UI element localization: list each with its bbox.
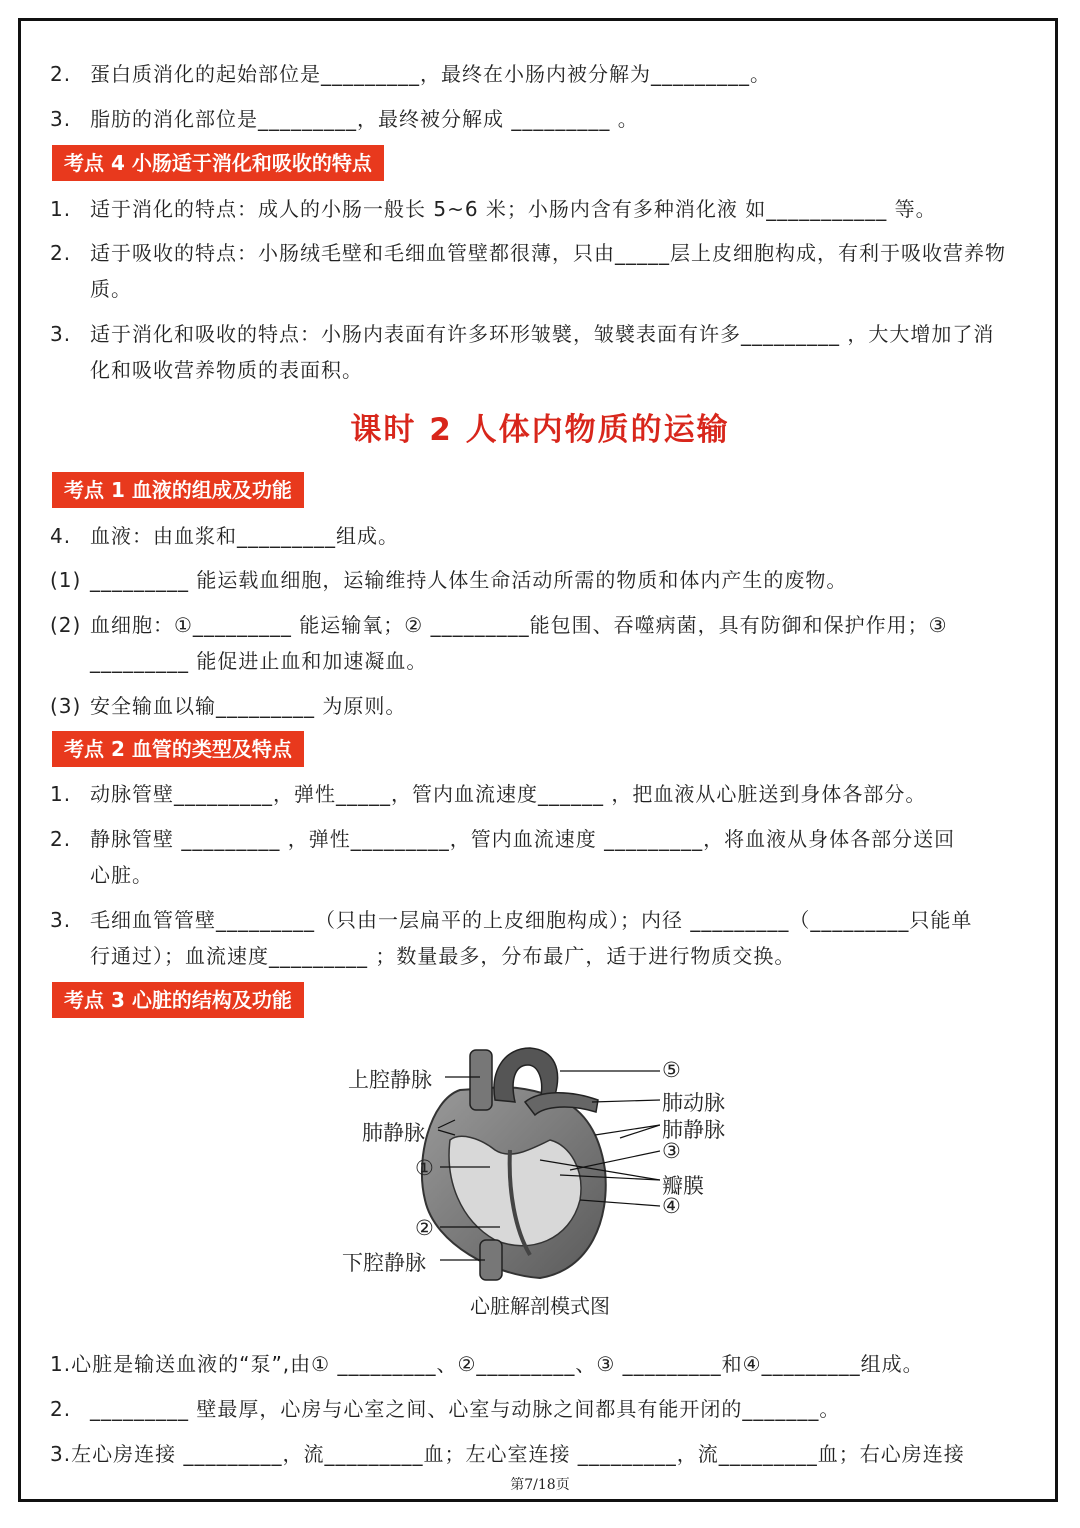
label-pulmonary-vein-left: 肺静脉 bbox=[362, 1121, 425, 1145]
label-inferior-vena-cava: 下腔静脉 bbox=[342, 1251, 426, 1275]
label-valve: 瓣膜 bbox=[662, 1174, 704, 1198]
label-circle-2: ② bbox=[415, 1216, 434, 1240]
section-tag-2: 考点 2 血管的类型及特点 bbox=[52, 731, 304, 767]
label-superior-vena-cava: 上腔静脉 bbox=[348, 1068, 432, 1092]
question-line-cont: 行通过）；血流速度_________ ；数量最多，分布最广，适于进行物质交换。 bbox=[90, 944, 796, 968]
page-number: 第7/18页 bbox=[510, 1477, 570, 1493]
superior-vena-cava bbox=[470, 1050, 492, 1110]
question-line: (3) 安全输血以输_________ 为原则。 bbox=[50, 694, 407, 718]
question-line: (2) 血细胞：①_________ 能运输氧；② _________能包围、吞噬病菌，具有防御和保护作用；③ bbox=[50, 613, 948, 637]
label-circle-4: ④ bbox=[662, 1194, 681, 1218]
question-line: 1.心脏是输送血液的“泵”,由① _________、②_________、③ _________和④_________组成。 bbox=[50, 1352, 924, 1376]
question-line: 2. 静脉管壁 _________ ，弹性_________，管内血流速度 _________，将血液从身体各部分送回 bbox=[50, 827, 956, 851]
question-line: (1) _________ 能运载血细胞，运输维持人体生命活动所需的物质和体内产生的废物。 bbox=[50, 568, 848, 592]
section-tag-1: 考点 1 血液的组成及功能 bbox=[52, 472, 304, 508]
figure-caption: 心脏解剖模式图 bbox=[470, 1294, 610, 1318]
question-line: 3. 毛细血管管壁_________（只由一层扁平的上皮细胞构成）；内径 _________（_________只能单 bbox=[50, 908, 973, 932]
question-line: 1. 适于消化的特点：成人的小肠一般长 5~6 米；小肠内含有多种消化液 如___________ 等。 bbox=[50, 197, 937, 221]
question-line: 3.左心房连接 _________，流_________血；左心室连接 _________，流_________血；右心房连接 bbox=[50, 1442, 965, 1466]
question-line-cont: _________ 能促进止血和加速凝血。 bbox=[90, 649, 428, 673]
question-line-cont: 质。 bbox=[90, 277, 132, 301]
question-line: 2. 蛋白质消化的起始部位是_________，最终在小肠内被分解为_________。 bbox=[50, 62, 771, 86]
label-pulmonary-vein-right: 肺静脉 bbox=[662, 1118, 725, 1142]
question-line: 3. 适于消化和吸收的特点：小肠内表面有许多环形皱襞，皱襞表面有许多_________ ，大大增加了消 bbox=[50, 322, 995, 346]
label-circle-3: ③ bbox=[662, 1139, 681, 1163]
section-tag-4: 考点 4 小肠适于消化和吸收的特点 bbox=[52, 145, 384, 181]
label-circle-5: ⑤ bbox=[662, 1058, 681, 1082]
question-line: 1. 动脉管壁_________，弹性_____，管内血流速度______ ，把血液从心脏送到身体各部分。 bbox=[50, 782, 927, 806]
question-line: 4. 血液：由血浆和_________组成。 bbox=[50, 524, 399, 548]
lesson-title: 课时 2 人体内物质的运输 bbox=[350, 412, 730, 448]
section-tag-3: 考点 3 心脏的结构及功能 bbox=[52, 982, 304, 1018]
label-circle-1: ① bbox=[415, 1156, 434, 1180]
question-line-cont: 化和吸收营养物质的表面积。 bbox=[90, 358, 363, 382]
question-line: 2. 适于吸收的特点：小肠绒毛壁和毛细血管壁都很薄，只由_____层上皮细胞构成，有利于吸收营养物 bbox=[50, 241, 1006, 265]
question-line-cont: 心脏。 bbox=[90, 863, 153, 887]
label-pulmonary-artery: 肺动脉 bbox=[662, 1091, 725, 1115]
question-line: 3. 脂肪的消化部位是_________，最终被分解成 _________ 。 bbox=[50, 107, 639, 131]
question-line: 2. _________ 壁最厚，心房与心室之间、心室与动脉之间都具有能开闭的_______。 bbox=[50, 1397, 841, 1421]
